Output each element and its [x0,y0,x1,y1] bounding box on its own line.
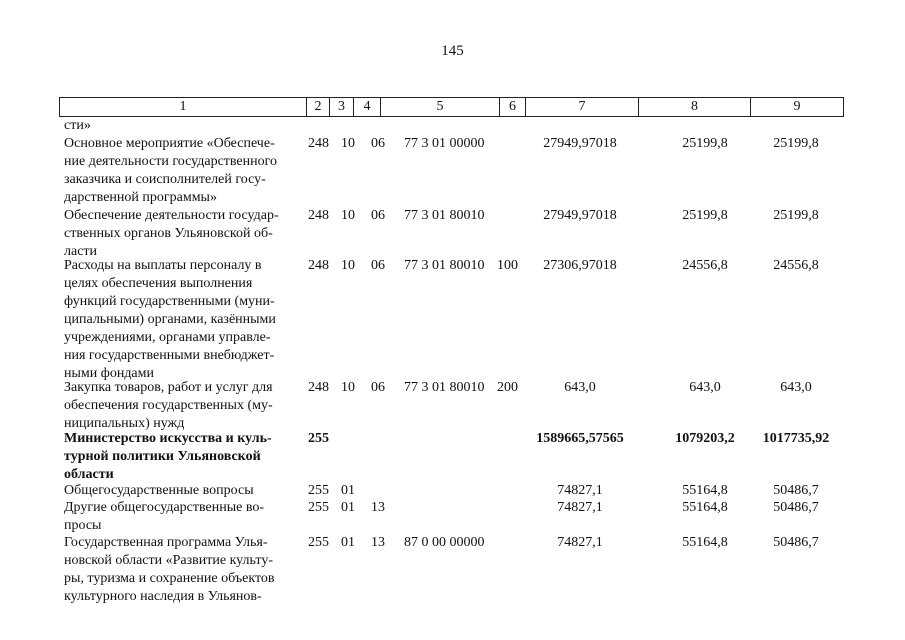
row-description-line: ния государственными внебюджет- [64,348,275,363]
cell-c3: 10 [341,208,355,223]
cell-c5: 87 0 00 00000 [404,535,485,550]
row-description-line: Закупка товаров, работ и услуг для [64,380,273,395]
cell-c7: 27306,97018 [543,258,617,273]
cell-c3: 10 [341,136,355,151]
row-description-line: заказчика и соисполнителей госу- [64,172,266,187]
row-description-line: целях обеспечения выполнения [64,276,253,291]
row-description-line: Расходы на выплаты персоналу в [64,258,262,273]
cell-c6: 200 [497,380,518,395]
cell-c5: 77 3 01 00000 [404,136,485,151]
cell-c2: 248 [308,208,329,223]
cell-c7: 74827,1 [557,483,603,498]
cell-c2: 255 [308,535,329,550]
header-col-6: 6 [500,98,526,116]
row-description-line: культурного наследия в Ульянов- [64,589,262,604]
row-description-line: Государственная программа Улья- [64,535,268,550]
cell-c2: 255 [308,483,329,498]
cell-c8: 55164,8 [682,483,728,498]
row-description-line: Основное мероприятие «Обеспече- [64,136,275,151]
cell-c3: 01 [341,483,355,498]
cell-c7: 74827,1 [557,535,603,550]
cell-c8: 643,0 [689,380,721,395]
cell-c4: 13 [371,535,385,550]
cell-c5: 77 3 01 80010 [404,258,485,273]
cell-c7: 27949,97018 [543,136,617,151]
row-description-line: турной политики Ульяновской [64,449,261,464]
row-description-line: просы [64,518,102,533]
cell-c3: 10 [341,258,355,273]
header-col-3: 3 [330,98,354,116]
cell-c9: 643,0 [780,380,812,395]
row-description-line: ласти [64,244,98,259]
cell-c2: 255 [308,500,329,515]
row-description-line: Другие общегосударственные во- [64,500,265,515]
cell-c3: 10 [341,380,355,395]
cell-c9: 50486,7 [773,483,819,498]
row-description-line: новской области «Развитие культу- [64,553,273,568]
row-description-line: области [64,467,114,482]
row-description-line: обеспечения государственных (му- [64,398,273,413]
cell-c7: 74827,1 [557,500,603,515]
header-col-8: 8 [639,98,751,116]
cell-c3: 01 [341,500,355,515]
cell-c9: 50486,7 [773,535,819,550]
cell-c5: 77 3 01 80010 [404,380,485,395]
page-number: 145 [441,43,464,59]
cell-c2: 248 [308,258,329,273]
row-description-line: Общегосударственные вопросы [64,483,254,498]
cell-c2: 248 [308,380,329,395]
cell-c7: 1589665,57565 [536,431,624,446]
cell-c8: 55164,8 [682,500,728,515]
row-description-line: ципальными) органами, казёнными [64,312,276,327]
cell-c2: 248 [308,136,329,151]
header-col-5: 5 [381,98,500,116]
cell-c9: 25199,8 [773,136,819,151]
header-col-2: 2 [307,98,330,116]
cell-c8: 55164,8 [682,535,728,550]
row-description-line: дарственной программы» [64,190,217,205]
row-description-line: ственных органов Ульяновской об- [64,226,273,241]
table-header [59,97,844,117]
cell-c8: 25199,8 [682,136,728,151]
cell-c9: 25199,8 [773,208,819,223]
row-description-line: функций государственными (муни- [64,294,275,309]
header-col-7: 7 [526,98,639,116]
cell-c9: 1017735,92 [762,431,830,446]
row-description-line: ние деятельности государственного [64,154,278,169]
cell-c4: 06 [371,258,385,273]
row-description-line: ниципальных) нужд [64,416,185,431]
cell-c2: 255 [308,431,329,446]
cell-c4: 06 [371,136,385,151]
header-col-9: 9 [793,99,801,114]
row-description-line: Обеспечение деятельности государ- [64,208,279,223]
cell-c4: 06 [371,208,385,223]
row-description-line: учреждениями, органами управле- [64,330,271,345]
cell-c8: 1079203,2 [675,431,735,446]
cell-c7: 643,0 [564,380,596,395]
header-col-4: 4 [354,98,381,116]
cell-c6: 100 [497,258,518,273]
header-col-1: 1 [60,98,307,116]
row-description-line: Министерство искусства и куль- [64,431,272,446]
cell-c3: 01 [341,535,355,550]
row-description-line: сти» [64,118,91,133]
cell-c7: 27949,97018 [543,208,617,223]
cell-c5: 77 3 01 80010 [404,208,485,223]
cell-c4: 13 [371,500,385,515]
cell-c9: 24556,8 [773,258,819,273]
cell-c8: 24556,8 [682,258,728,273]
cell-c9: 50486,7 [773,500,819,515]
row-description-line: ными фондами [64,366,155,381]
row-description-line: ры, туризма и сохранение объектов [64,571,275,586]
cell-c8: 25199,8 [682,208,728,223]
cell-c4: 06 [371,380,385,395]
